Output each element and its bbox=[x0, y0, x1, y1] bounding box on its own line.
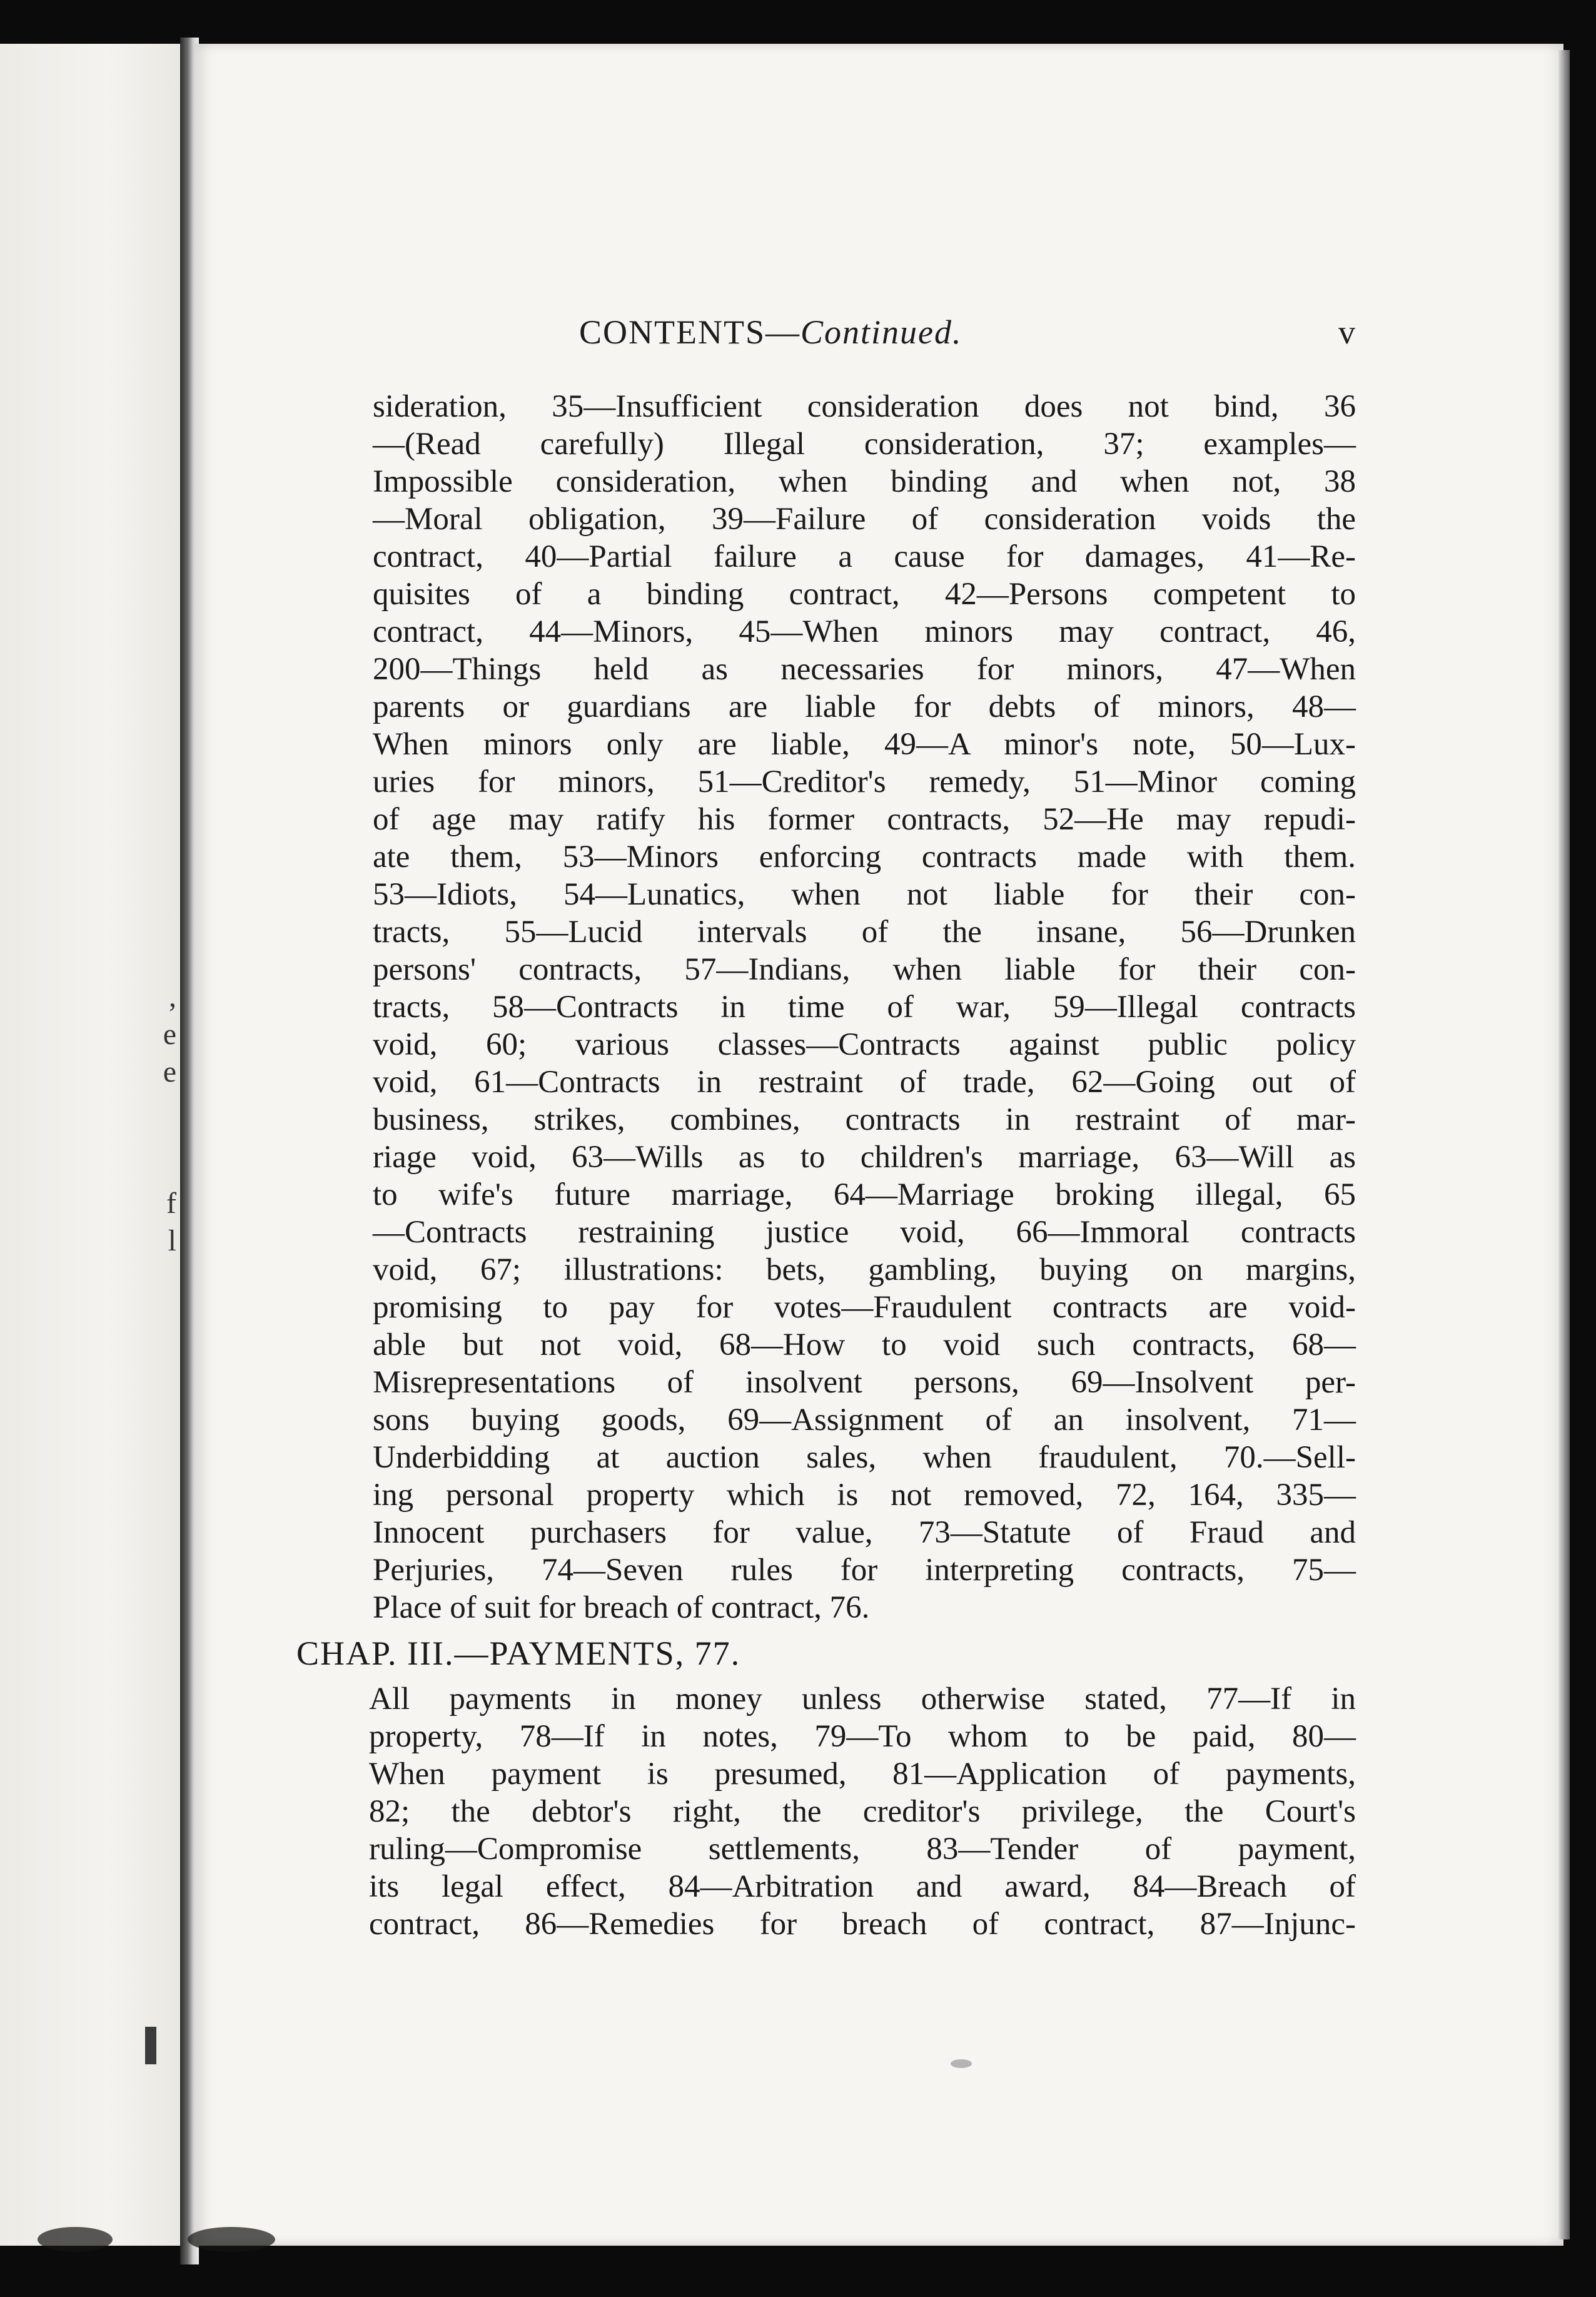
text-line: contract, 86—Remedies for breach of contract, 87—Injunc- bbox=[369, 1907, 1356, 1942]
text-line: contract, 40—Partial failure a cause for damages, 41—Re- bbox=[373, 539, 1356, 574]
scan-shadow bbox=[188, 2227, 275, 2252]
text-line: When payment is presumed, 81—Application of payments, bbox=[369, 1757, 1356, 1792]
text-line: persons' contracts, 57—Indians, when liable for their con- bbox=[373, 952, 1356, 987]
text-line: —(Read carefully) Illegal consideration, 37; examples— bbox=[373, 427, 1356, 462]
left-page-fragment: e bbox=[163, 1055, 176, 1088]
running-head bbox=[579, 313, 962, 352]
ink-smudge bbox=[951, 2059, 972, 2068]
text-line: void, 60; various classes—Contracts against public policy bbox=[373, 1027, 1356, 1062]
running-title-continued: Continued. bbox=[801, 313, 962, 351]
text-line: business, strikes, combines, contracts in restraint of mar- bbox=[373, 1102, 1356, 1137]
text-line: tracts, 58—Contracts in time of war, 59—Illegal contracts bbox=[373, 990, 1356, 1025]
text-line: able but not void, 68—How to void such contracts, 68— bbox=[373, 1327, 1356, 1362]
text-line: to wife's future marriage, 64—Marriage broking illegal, 65 bbox=[373, 1177, 1356, 1212]
text-line: tracts, 55—Lucid intervals of the insane, 56—Drunken bbox=[373, 915, 1356, 950]
text-line: sons buying goods, 69—Assignment of an insolvent, 71— bbox=[373, 1402, 1356, 1438]
left-page-fragment: e bbox=[163, 1018, 176, 1051]
running-title: CONTENTS— bbox=[579, 313, 801, 351]
text-line: Innocent purchasers for value, 73—Statute of Fraud and bbox=[373, 1515, 1356, 1550]
text-line: sideration, 35—Insufficient consideration does not bind, 36 bbox=[373, 389, 1356, 424]
text-line: ing personal property which is not removed, 72, 164, 335— bbox=[373, 1478, 1356, 1513]
chapter-body bbox=[369, 1680, 1356, 1943]
text-line: Misrepresentations of insolvent persons, 69—Insolvent per- bbox=[373, 1365, 1356, 1400]
text-line: When minors only are liable, 49—A minor's note, 50—Lux- bbox=[373, 727, 1356, 762]
text-line: contract, 44—Minors, 45—When minors may contract, 46, bbox=[373, 614, 1356, 649]
text-line: quisites of a binding contract, 42—Persons competent to bbox=[373, 577, 1356, 612]
scan-shadow bbox=[38, 2227, 113, 2252]
text-line: ate them, 53—Minors enforcing contracts made with them. bbox=[373, 839, 1356, 875]
text-line: parents or guardians are liable for debts of minors, 48— bbox=[373, 689, 1356, 724]
contents-body bbox=[373, 388, 1356, 1626]
text-line: riage void, 63—Wills as to children's marriage, 63—Will as bbox=[373, 1140, 1356, 1175]
text-line: ruling—Compromise settlements, 83—Tender of payment, bbox=[369, 1832, 1356, 1867]
text-line: 200—Things held as necessaries for minors, 47—When bbox=[373, 652, 1356, 687]
left-facing-page bbox=[0, 44, 185, 2246]
left-page-fragment: f bbox=[166, 1187, 176, 1220]
text-line: Underbidding at auction sales, when fraudulent, 70.—Sell- bbox=[373, 1440, 1356, 1475]
text-line: 53—Idiots, 54—Lunatics, when not liable for their con- bbox=[373, 877, 1356, 912]
page-number: v bbox=[1338, 313, 1355, 351]
text-line: void, 61—Contracts in restraint of trade, 62—Going out of bbox=[373, 1065, 1356, 1100]
text-line: its legal effect, 84—Arbitration and award, 84—Breach of bbox=[369, 1869, 1356, 1904]
text-line: All payments in money unless otherwise stated, 77—If in bbox=[369, 1681, 1356, 1716]
text-line: —Moral obligation, 39—Failure of consideration voids the bbox=[373, 502, 1356, 537]
text-line: of age may ratify his former contracts, 52—He may repudi- bbox=[373, 802, 1356, 837]
chapter-heading: CHAP. III.—PAYMENTS, 77. bbox=[296, 1635, 741, 1672]
text-line: uries for minors, 51—Creditor's remedy, 51—Minor coming bbox=[373, 764, 1356, 799]
text-line: —Contracts restraining justice void, 66—Immoral contracts bbox=[373, 1215, 1356, 1250]
text-line: promising to pay for votes—Fraudulent contracts are void- bbox=[373, 1290, 1356, 1325]
text-line: void, 67; illustrations: bets, gambling, buying on margins, bbox=[373, 1252, 1356, 1287]
left-page-fragment: , bbox=[169, 980, 176, 1013]
text-line: Impossible consideration, when binding and when not, 38 bbox=[373, 464, 1356, 499]
text-line: Place of suit for breach of contract, 76. bbox=[373, 1590, 870, 1625]
text-line: property, 78—If in notes, 79—To whom to be paid, 80— bbox=[369, 1719, 1356, 1754]
binding-clip bbox=[145, 2027, 156, 2064]
page-edge-shadow bbox=[1558, 50, 1570, 2239]
text-line: Perjuries, 74—Seven rules for interpreting contracts, 75— bbox=[373, 1553, 1356, 1588]
left-page-fragment: l bbox=[168, 1224, 176, 1257]
text-line: 82; the debtor's right, the creditor's privilege, the Court's bbox=[369, 1794, 1356, 1829]
